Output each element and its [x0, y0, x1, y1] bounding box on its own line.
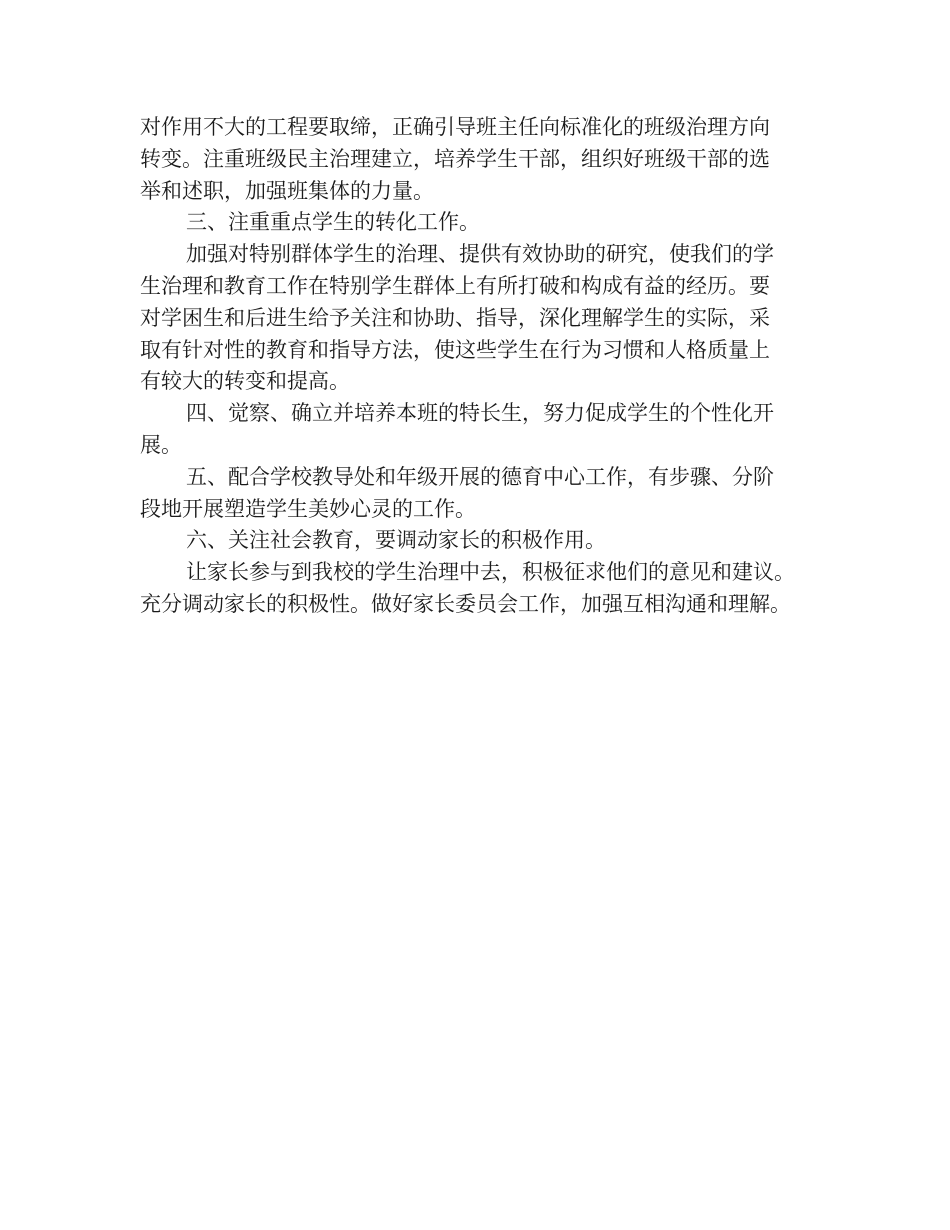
section-heading-5: 五、配合学校教导处和年级开展的德育中心工作，有步骤、分阶 段地开展塑造学生美妙心灵的工作。: [140, 464, 774, 521]
section-heading-3: 三、注重重点学生的转化工作。: [186, 210, 480, 235]
section-heading-4: 四、觉察、确立并培养本班的特长生，努力促成学生的个性化开 展。: [140, 401, 774, 457]
section-heading-6: 六、关注社会教育，要调动家长的积极作用。: [186, 528, 606, 553]
document-body: [140, 112, 830, 621]
paragraph-key-students: 加强对特别群体学生的治理、提供有效协助的研究，使我们的学 生治理和教育工作在特别学生群体上有所打破和构成有益的经历。要 对学困生和后进生给予关注和协助、指导，深化理解学生的实际，采 取有针对性的教育和指导方法，使这些学生在行为习惯和人格质量上 有较大的转变和提高。: [140, 242, 774, 394]
paragraph-parents: 让家长参与到我校的学生治理中去，积极征求他们的意见和建议。 充分调动家长的积极性。做好家长委员会工作，加强互相沟通和理解。: [140, 560, 795, 616]
paragraph-continuation: 对作用不大的工程要取缔，正确引导班主任向标准化的班级治理方向 转变。注重班级民主治理建立，培养学生干部，组织好班级干部的选 举和述职，加强班集体的力量。: [140, 115, 770, 203]
